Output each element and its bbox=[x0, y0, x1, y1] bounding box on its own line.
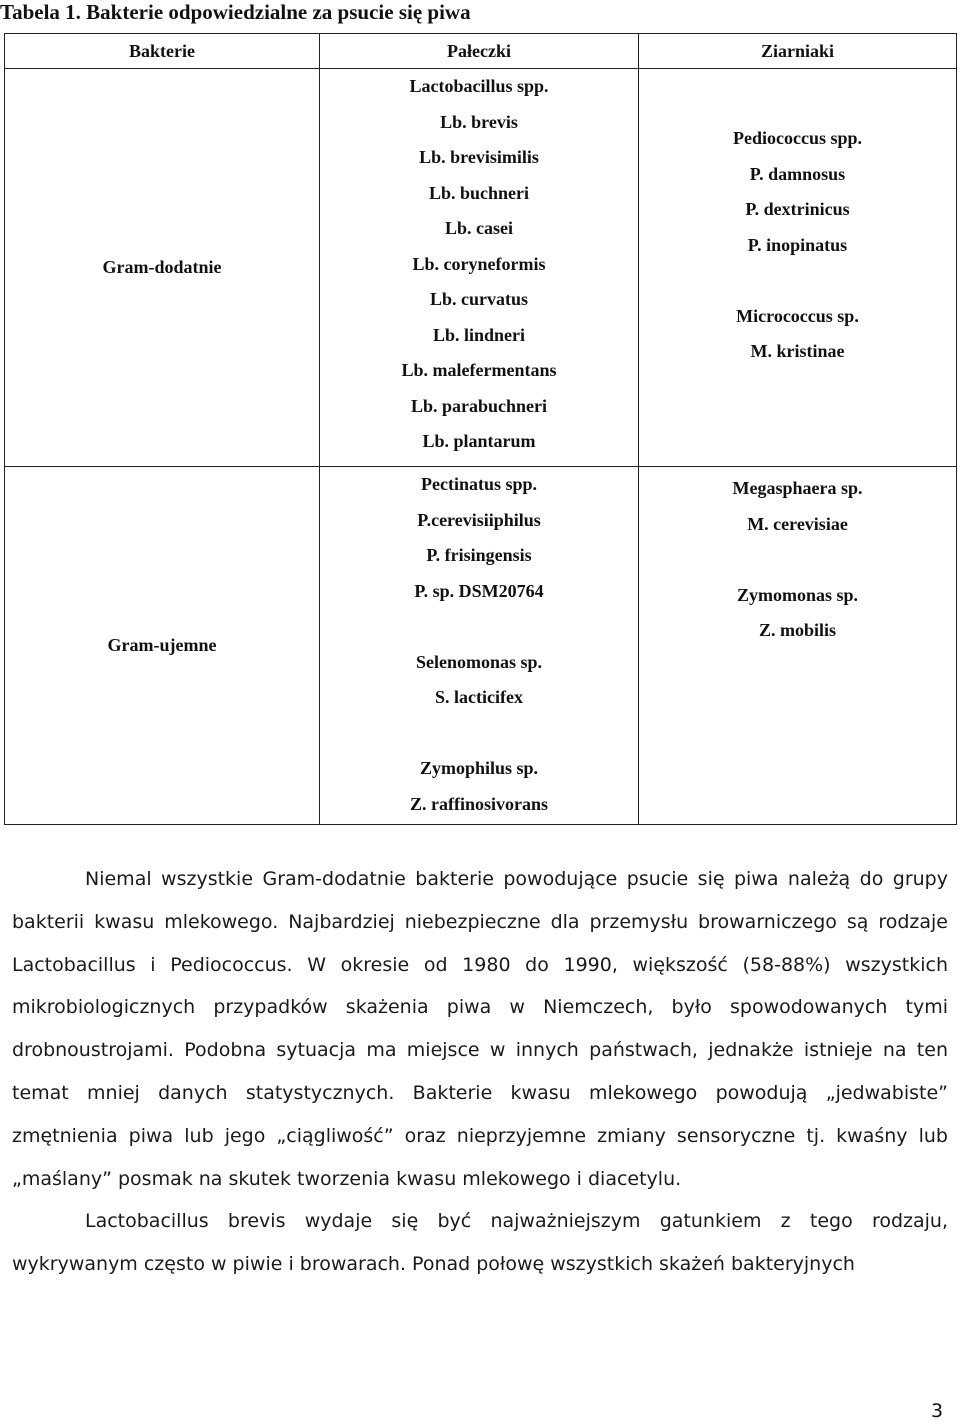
body-text bbox=[12, 858, 948, 1286]
list-spacer bbox=[639, 263, 956, 299]
species-item: Lb. curvatus bbox=[429, 289, 528, 309]
species-item: Pectinatus spp. bbox=[420, 474, 537, 494]
list-spacer bbox=[639, 542, 956, 578]
species-item: P.cerevisiiphilus bbox=[417, 509, 541, 530]
species-item: Lb. brevis bbox=[440, 111, 518, 132]
rods-cell-gram-positive bbox=[320, 69, 639, 467]
species-item: Z. mobilis bbox=[758, 620, 837, 640]
cocci-cell-gram-positive bbox=[639, 69, 957, 467]
species-item: P. inopinatus bbox=[747, 234, 848, 255]
page-number: 3 bbox=[931, 1400, 944, 1422]
header-bacteria: Bakterie bbox=[5, 34, 320, 69]
species-item: Lb. buchneri bbox=[428, 182, 530, 203]
species-item: Lb. plantarum bbox=[422, 431, 536, 451]
table-row-gram-negative bbox=[5, 467, 957, 825]
rods-list-gram-positive bbox=[320, 69, 638, 460]
species-item: Megasphaera sp. bbox=[732, 478, 863, 498]
paragraph-1: Niemal wszystkie Gram-dodatnie bakterie powodujące psucie się piwa należą do grupy bakterii kwasu mlekowego. Najbardziej niebezpieczne dla przemysłu browarniczego są rodzaje Lactobacillus i Pediococcus. W okresie od 1980 do 1990, większość (58-88%) wszystkich mikrobiologicznych przypadków skażenia piwa w Niemczech, było spowodowanych tymi drobnoustrojami. Podobna sytuacja ma miejsce w innych państwach, jednakże istnieje na ten temat mniej danych statystycznych. Bakterie kwasu mlekowego powodują „jedwabiste” zmętnienia piwa lub jego „ciągliwość” oraz nieprzyjemne zmiany sensoryczne tj. kwaśny lub „maślany” posmak na skutek tworzenia kwasu mlekowego i diacetylu. bbox=[12, 868, 948, 1190]
rods-cell-gram-negative bbox=[320, 467, 639, 825]
species-item: Z. raffinosivorans bbox=[409, 793, 548, 814]
list-spacer bbox=[320, 609, 638, 645]
species-item: Lb. lindneri bbox=[432, 324, 526, 345]
group-label-gram-negative: Gram-ujemne bbox=[5, 467, 320, 825]
bacteria-table bbox=[4, 33, 957, 825]
group-label-gram-positive: Gram-dodatnie bbox=[5, 69, 320, 467]
species-item: S. lacticifex bbox=[435, 687, 523, 707]
species-item: Lb. casei bbox=[444, 218, 513, 238]
species-item: Lactobacillus spp. bbox=[409, 76, 549, 96]
species-item: Lb. coryneformis bbox=[412, 253, 546, 274]
species-item: Lb. malefermentans bbox=[401, 360, 557, 380]
table-caption: Tabela 1. Bakterie odpowiedzialne za psucie się piwa bbox=[0, 0, 471, 24]
header-cocci: Ziarniaki bbox=[639, 34, 957, 69]
species-item: P. damnosus bbox=[749, 163, 846, 184]
species-item: M. kristinae bbox=[750, 341, 845, 361]
table-row-gram-positive bbox=[5, 69, 957, 467]
species-item: P. dextrinicus bbox=[745, 199, 850, 219]
species-item: M. cerevisiae bbox=[747, 513, 848, 534]
cocci-cell-gram-negative bbox=[639, 467, 957, 825]
table-header-row bbox=[5, 34, 957, 69]
species-item: Micrococcus sp. bbox=[736, 305, 859, 326]
species-item: Lb. parabuchneri bbox=[410, 395, 548, 416]
species-item: P. sp. DSM20764 bbox=[414, 580, 544, 601]
header-rods: Pałeczki bbox=[320, 34, 639, 69]
paragraph-2: Lactobacillus brevis wydaje się być najważniejszym gatunkiem z tego rodzaju, wykrywanym często w piwie i browarach. Ponad połowę wszystkich skażeń bakteryjnych bbox=[12, 1210, 948, 1276]
species-item: Zymomonas sp. bbox=[736, 584, 859, 605]
species-item: Selenomonas sp. bbox=[415, 651, 543, 672]
cocci-list-gram-negative bbox=[639, 471, 956, 649]
cocci-list-gram-positive bbox=[639, 121, 956, 370]
species-item: P. frisingensis bbox=[426, 545, 532, 565]
rods-list-gram-negative bbox=[320, 467, 638, 822]
species-item: Zymophilus sp. bbox=[419, 758, 539, 778]
species-item: Pediococcus spp. bbox=[732, 128, 862, 148]
species-item: Lb. brevisimilis bbox=[419, 147, 539, 167]
list-spacer bbox=[320, 716, 638, 752]
